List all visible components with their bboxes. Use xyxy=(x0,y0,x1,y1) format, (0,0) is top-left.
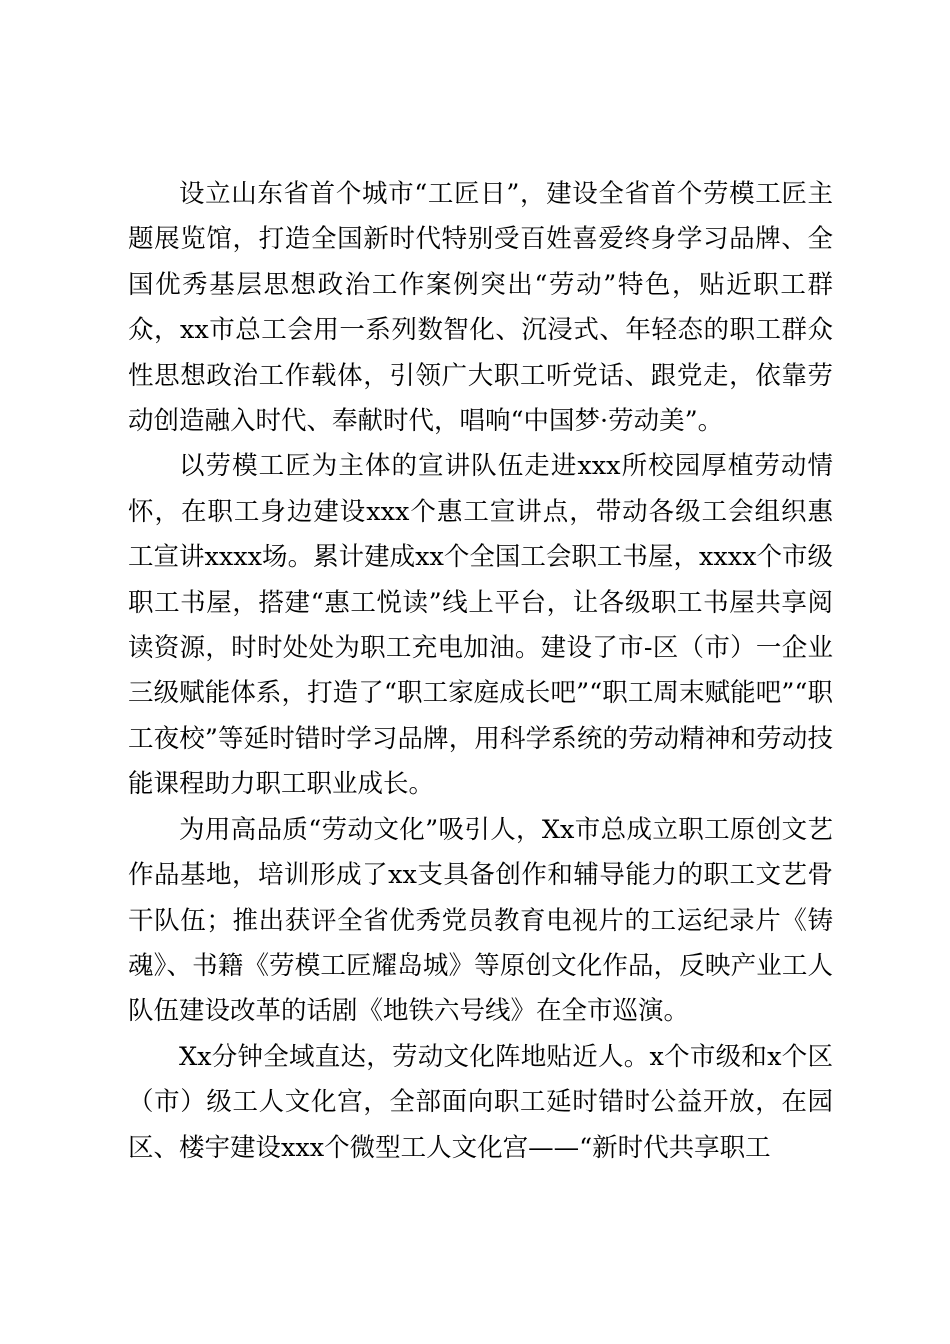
paragraph-4: Xx分钟全域直达，劳动文化阵地贴近人。x个市级和x个区（市）级工人文化宫，全部面向职工延时错时公益开放，在园区、楼宇建设xxx个微型工人文化宫——“新时代共享职工 xyxy=(128,1041,833,1163)
paragraph-1: 设立山东省首个城市“工匠日”，建设全省首个劳模工匠主题展览馆，打造全国新时代特别受百姓喜爱终身学习品牌、全国优秀基层思想政治工作案例突出“劳动”特色，贴近职工群众，xx市总工会用一系列数智化、沉浸式、年轻态的职工群众性思想政治工作载体，引领广大职工听党话、跟党走，依靠劳动创造融入时代、奉献时代，唱响“中国梦·劳动美”。 xyxy=(128,179,833,437)
paragraph-3: 为用高品质“劳动文化”吸引人，Xx市总成立职工原创文艺作品基地，培训形成了xx支具备创作和辅导能力的职工文艺骨干队伍；推出获评全省优秀党员教育电视片的工运纪录片《铸魂》、书籍《劳模工匠耀岛城》等原创文化作品，反映产业工人队伍建设改革的话剧《地铁六号线》在全市巡演。 xyxy=(128,814,833,1027)
document-body xyxy=(128,172,833,1171)
paragraph-2: 以劳模工匠为主体的宣讲队伍走进xxx所校园厚植劳动情怀，在职工身边建设xxx个惠工宣讲点，带动各级工会组织惠工宣讲xxxx场。累计建成xx个全国工会职工书屋，xxxx个市级职工书屋，搭建“惠工悦读”线上平台，让各级职工书屋共享阅读资源，时时处处为职工充电加油。建设了市-区（市）一企业三级赋能体系，打造了“职工家庭成长吧”“职工周末赋能吧”“职工夜校”等延时错时学习品牌，用科学系统的劳动精神和劳动技能课程助力职工职业成长。 xyxy=(128,451,833,800)
